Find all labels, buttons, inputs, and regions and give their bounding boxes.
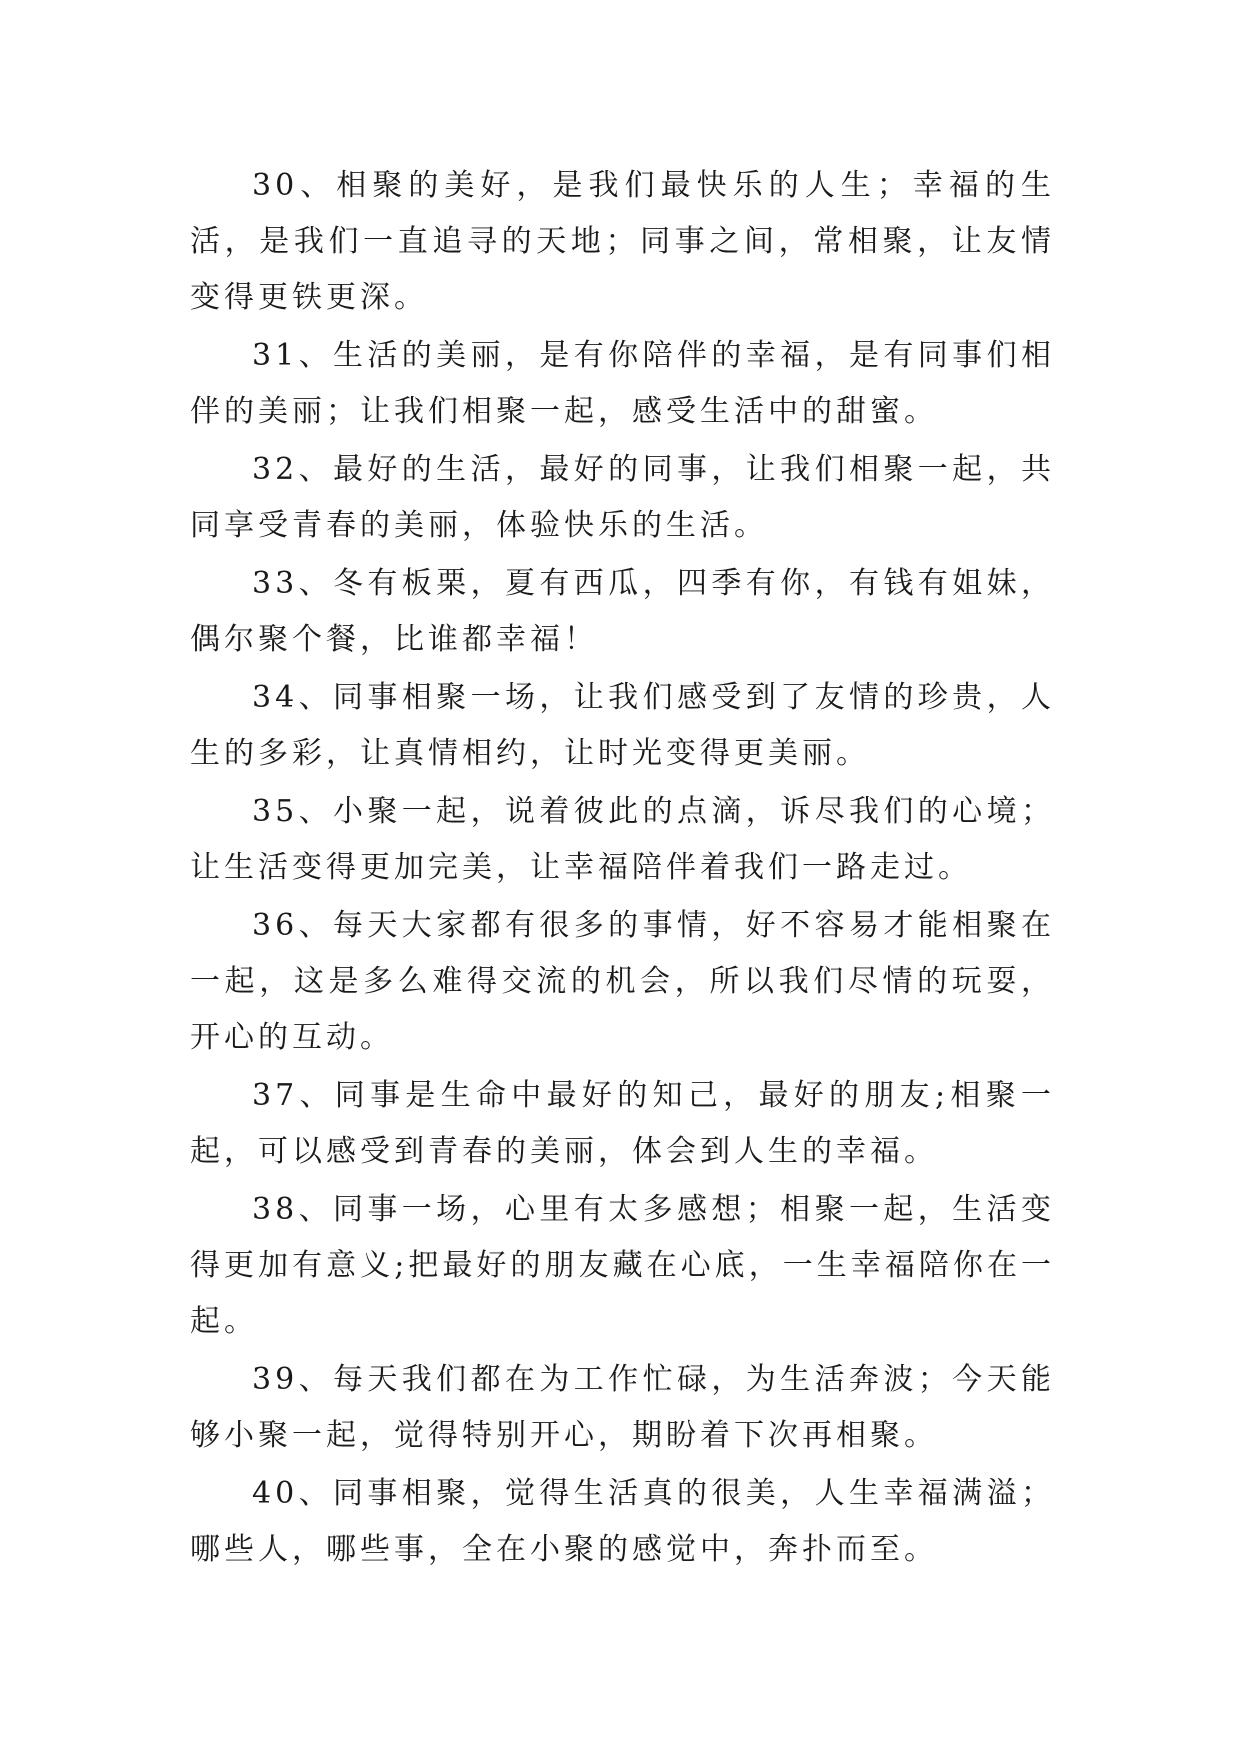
paragraph-37: 37、同事是生命中最好的知己，最好的朋友;相聚一起，可以感受到青春的美丽，体会到人生的幸福。 [190, 1078, 1055, 1169]
document-body [190, 158, 1055, 1580]
paragraph-34: 34、同事相聚一场，让我们感受到了友情的珍贵，人生的多彩，让真情相约，让时光变得更美丽。 [190, 680, 1055, 771]
paragraph-38: 38、同事一场，心里有太多感想；相聚一起，生活变得更加有意义;把最好的朋友藏在心底，一生幸福陪你在一起。 [190, 1192, 1055, 1339]
paragraph-36: 36、每天大家都有很多的事情，好不容易才能相聚在一起，这是多么难得交流的机会，所以我们尽情的玩耍，开心的互动。 [190, 908, 1055, 1055]
paragraph-33: 33、冬有板栗，夏有西瓜，四季有你，有钱有姐妹，偶尔聚个餐，比谁都幸福！ [190, 566, 1055, 657]
paragraph-40: 40、同事相聚，觉得生活真的很美，人生幸福满溢；哪些人，哪些事，全在小聚的感觉中，奔扑而至。 [190, 1476, 1055, 1567]
paragraph-30: 30、相聚的美好，是我们最快乐的人生；幸福的生活，是我们一直追寻的天地；同事之间，常相聚，让友情变得更铁更深。 [190, 168, 1055, 315]
paragraph-32: 32、最好的生活，最好的同事，让我们相聚一起，共同享受青春的美丽，体验快乐的生活。 [190, 452, 1055, 543]
paragraph-39: 39、每天我们都在为工作忙碌，为生活奔波；今天能够小聚一起，觉得特别开心，期盼着下次再相聚。 [190, 1362, 1055, 1453]
paragraph-35: 35、小聚一起，说着彼此的点滴，诉尽我们的心境；让生活变得更加完美，让幸福陪伴着我们一路走过。 [190, 794, 1055, 885]
paragraph-31: 31、生活的美丽，是有你陪伴的幸福，是有同事们相伴的美丽；让我们相聚一起，感受生活中的甜蜜。 [190, 338, 1055, 429]
